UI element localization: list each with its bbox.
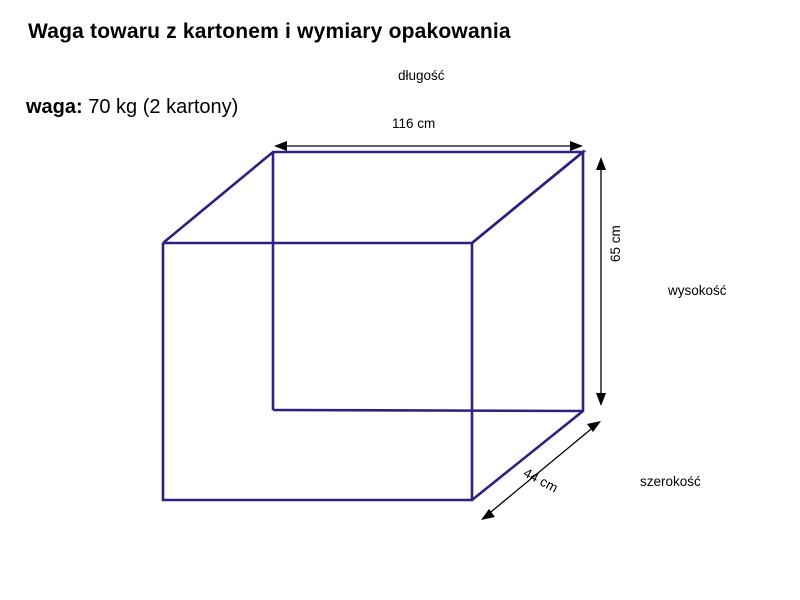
label-height: wysokość: [668, 283, 727, 298]
page-title: Waga towaru z kartonem i wymiary opakowania: [28, 20, 511, 43]
dimension-width-value: 44 cm: [520, 465, 561, 496]
box-outline-icon: [163, 152, 583, 500]
dimension-length-value: 116 cm: [392, 116, 436, 131]
dimension-height-value: 65 cm: [608, 225, 623, 262]
label-width: szerokość: [640, 474, 701, 489]
double-arrow-vertical-icon: [596, 157, 606, 406]
weight-value: 70 kg (2 kartony): [88, 96, 239, 118]
double-arrow-horizontal-icon: [274, 141, 583, 151]
double-arrow-diagonal-icon: [481, 421, 601, 520]
weight-label: waga:: [26, 96, 83, 118]
label-length: długość: [398, 68, 445, 83]
